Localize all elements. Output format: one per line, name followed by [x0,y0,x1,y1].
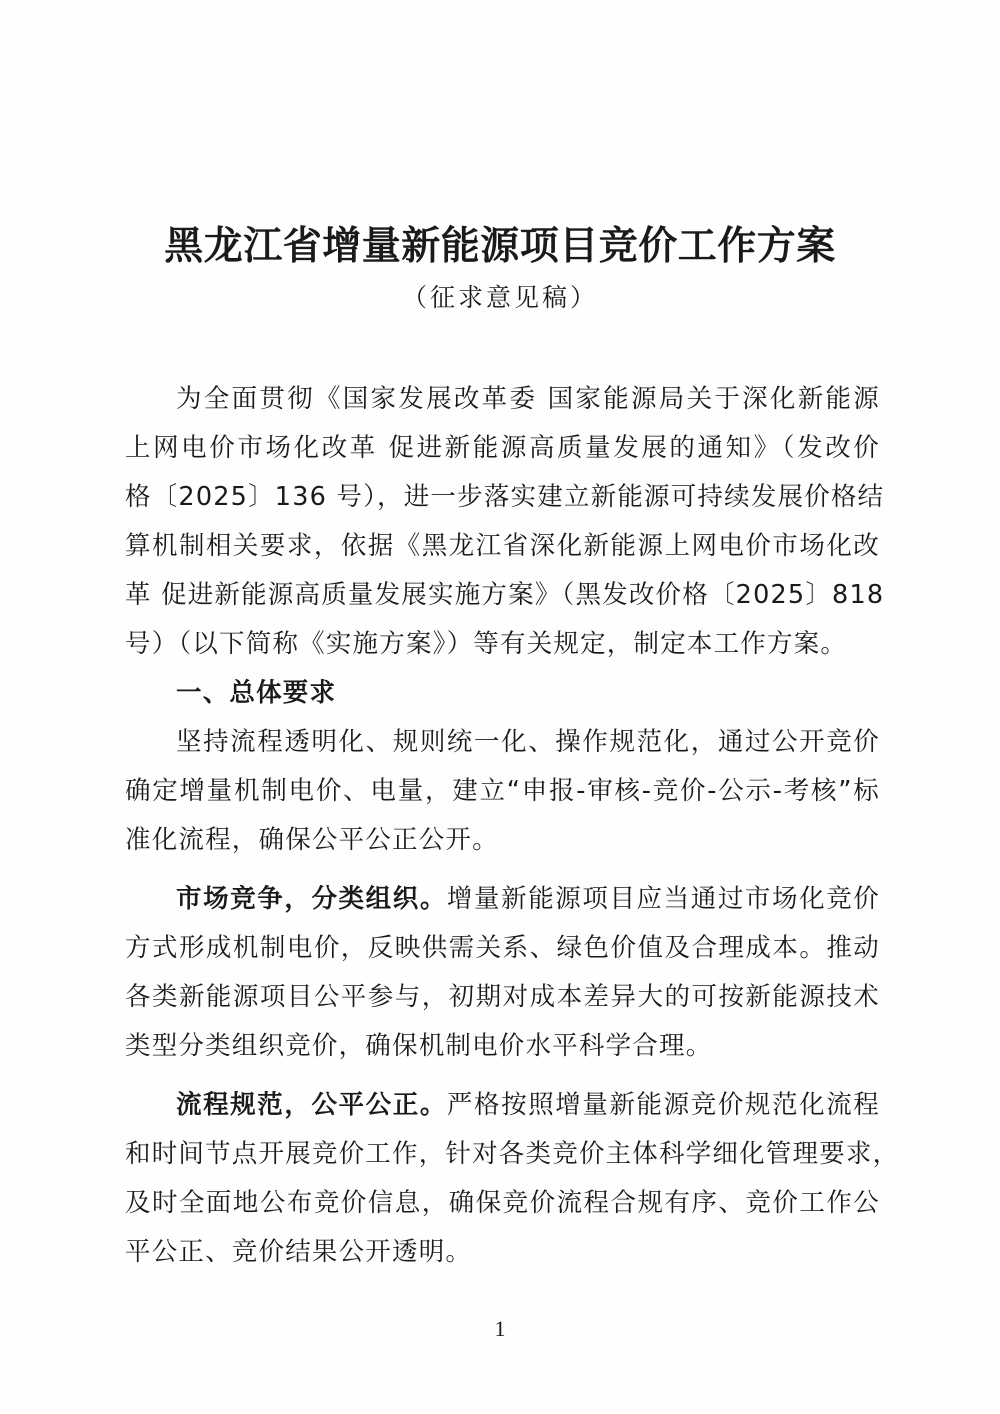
text-line: 革 促进新能源高质量发展实施方案》（黑发改价格〔2025〕818 [125,580,885,610]
section-heading: 一、总体要求 [176,678,337,708]
text-line [125,875,880,924]
paragraph-gap [125,1071,880,1081]
general-requirement-paragraph [125,718,880,865]
principle-text: 增量新能源项目应当通过市场化竞价 [446,884,880,914]
principle-lead: 流程规范，公平公正。 [176,1090,447,1120]
document-title: 黑龙江省增量新能源项目竞价工作方案 [164,223,836,269]
text-line: 上网电价市场化改革 促进新能源高质量发展的通知》（发改价 [125,433,880,463]
text-line: 平公正、竞价结果公开透明。 [125,1237,473,1267]
market-principle-paragraph [125,875,880,1071]
principle-lead: 市场竞争，分类组织。 [176,884,447,914]
text-line [125,1081,880,1130]
page-number: 1 [494,1316,506,1341]
text-line: 及时全面地公布竞价信息，确保竞价流程合规有序、竞价工作公 [125,1188,880,1218]
document-subtitle: （征求意见稿） [401,283,598,312]
text-line: 和时间节点开展竞价工作，针对各类竞价主体科学细化管理要求， [125,1139,900,1169]
text-line: 格〔2025〕136 号），进一步落实建立新能源可持续发展价格结 [125,482,885,512]
text-line: 方式形成机制电价，反映供需关系、绿色价值及合理成本。推动 [125,933,880,963]
text-line: 类型分类组织竞价，确保机制电价水平科学合理。 [125,1031,713,1061]
text-line: 确定增量机制电价、电量，建立“申报-审核-竞价-公示-考核”标 [125,776,880,806]
text-line: 为全面贯彻《国家发展改革委 国家能源局关于深化新能源 [176,384,880,414]
text-line: 号）（以下简称《实施方案》）等有关规定，制定本工作方案。 [125,629,848,659]
document-body [125,375,900,1277]
text-line: 各类新能源项目公平参与，初期对成本差异大的可按新能源技术 [125,982,880,1012]
intro-paragraph [125,375,885,669]
text-line: 准化流程，确保公平公正公开。 [125,825,499,855]
process-principle-paragraph [125,1081,900,1277]
paragraph-gap [125,865,880,875]
principle-text: 严格按照增量新能源竞价规范化流程 [446,1090,880,1120]
text-line: 坚持流程透明化、规则统一化、操作规范化，通过公开竞价 [176,727,880,757]
text-line: 算机制相关要求，依据《黑龙江省深化新能源上网电价市场化改 [125,531,880,561]
